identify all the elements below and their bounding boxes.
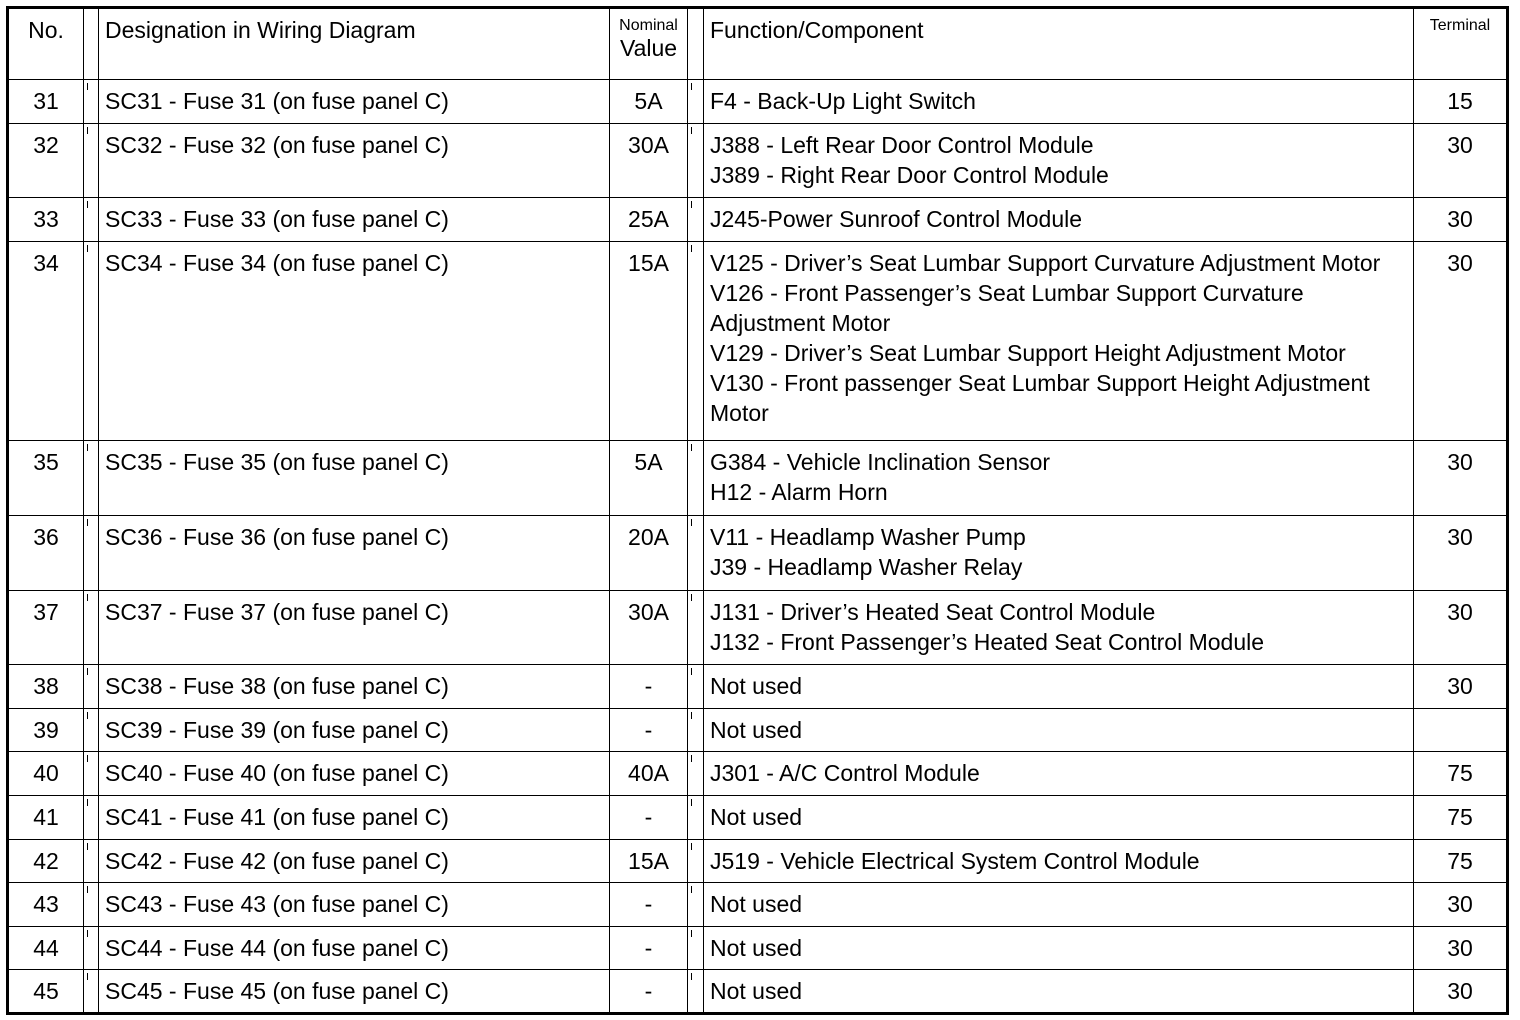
function-component bbox=[704, 970, 1414, 1014]
row-spacer bbox=[688, 752, 704, 796]
table-row bbox=[8, 198, 1508, 242]
row-spacer bbox=[688, 241, 704, 440]
fuse-number: 36 bbox=[8, 515, 84, 590]
header-nominal-value bbox=[610, 8, 688, 80]
nominal-value: 5A bbox=[610, 441, 688, 516]
nominal-value: - bbox=[610, 970, 688, 1014]
terminal: 30 bbox=[1414, 665, 1508, 709]
component-line: Not used bbox=[710, 673, 803, 700]
function-component bbox=[704, 752, 1414, 796]
nominal-value: - bbox=[610, 926, 688, 970]
spacer-tick bbox=[87, 519, 88, 526]
nominal-value: - bbox=[610, 796, 688, 840]
header-spacer bbox=[688, 8, 704, 80]
fuse-number: 34 bbox=[8, 241, 84, 440]
table-row bbox=[8, 883, 1508, 927]
spacer-tick bbox=[691, 930, 692, 937]
row-spacer bbox=[84, 123, 99, 198]
fuse-designation: SC31 - Fuse 31 (on fuse panel C) bbox=[99, 80, 610, 124]
header-no: No. bbox=[8, 8, 84, 80]
spacer-tick bbox=[691, 83, 692, 90]
table-row bbox=[8, 970, 1508, 1014]
terminal: 30 bbox=[1414, 883, 1508, 927]
fuse-table bbox=[6, 6, 1509, 1015]
terminal: 15 bbox=[1414, 80, 1508, 124]
function-component bbox=[704, 590, 1414, 665]
row-spacer bbox=[84, 796, 99, 840]
function-component bbox=[704, 441, 1414, 516]
spacer-tick bbox=[87, 127, 88, 134]
terminal: 30 bbox=[1414, 241, 1508, 440]
fuse-number: 42 bbox=[8, 839, 84, 883]
table-row bbox=[8, 926, 1508, 970]
fuse-number: 38 bbox=[8, 665, 84, 709]
fuse-designation: SC34 - Fuse 34 (on fuse panel C) bbox=[99, 241, 610, 440]
header-terminal bbox=[1414, 8, 1508, 80]
nominal-value: - bbox=[610, 665, 688, 709]
spacer-tick bbox=[87, 201, 88, 208]
fuse-designation: SC38 - Fuse 38 (on fuse panel C) bbox=[99, 665, 610, 709]
row-spacer bbox=[84, 198, 99, 242]
table-row bbox=[8, 80, 1508, 124]
table-row bbox=[8, 796, 1508, 840]
row-spacer bbox=[84, 590, 99, 665]
fuse-designation: SC41 - Fuse 41 (on fuse panel C) bbox=[99, 796, 610, 840]
terminal: 75 bbox=[1414, 839, 1508, 883]
row-spacer bbox=[84, 708, 99, 752]
table-row bbox=[8, 123, 1508, 198]
component-line: J388 - Left Rear Door Control Module bbox=[710, 131, 1094, 158]
terminal bbox=[1414, 708, 1508, 752]
terminal: 30 bbox=[1414, 123, 1508, 198]
fuse-number: 43 bbox=[8, 883, 84, 927]
spacer-tick bbox=[87, 594, 88, 601]
nominal-value: 5A bbox=[610, 80, 688, 124]
component-line: J132 - Front Passenger’s Heated Seat Control Module bbox=[710, 628, 1265, 655]
row-spacer bbox=[84, 752, 99, 796]
fuse-designation: SC39 - Fuse 39 (on fuse panel C) bbox=[99, 708, 610, 752]
spacer-tick bbox=[691, 201, 692, 208]
row-spacer bbox=[688, 441, 704, 516]
row-spacer bbox=[84, 515, 99, 590]
spacer-tick bbox=[87, 886, 88, 893]
nominal-value: 15A bbox=[610, 241, 688, 440]
spacer-tick bbox=[691, 799, 692, 806]
component-line: F4 - Back-Up Light Switch bbox=[710, 88, 976, 114]
row-spacer bbox=[688, 665, 704, 709]
table-row bbox=[8, 515, 1508, 590]
component-line: J519 - Vehicle Electrical System Control Module bbox=[710, 847, 1200, 874]
spacer-tick bbox=[691, 444, 692, 451]
function-component bbox=[704, 708, 1414, 752]
fuse-designation: SC32 - Fuse 32 (on fuse panel C) bbox=[99, 123, 610, 198]
row-spacer bbox=[84, 970, 99, 1014]
row-spacer bbox=[688, 123, 704, 198]
terminal: 30 bbox=[1414, 926, 1508, 970]
fuse-number: 41 bbox=[8, 796, 84, 840]
row-spacer bbox=[688, 198, 704, 242]
nominal-value: - bbox=[610, 708, 688, 752]
header-function: Function/Component bbox=[704, 8, 1414, 80]
row-spacer bbox=[688, 515, 704, 590]
fuse-number: 40 bbox=[8, 752, 84, 796]
nominal-value: 20A bbox=[610, 515, 688, 590]
header-value-label: Value bbox=[619, 35, 678, 61]
fuse-designation: SC36 - Fuse 36 (on fuse panel C) bbox=[99, 515, 610, 590]
row-spacer bbox=[688, 708, 704, 752]
spacer-tick bbox=[87, 973, 88, 980]
function-component bbox=[704, 80, 1414, 124]
fuse-designation: SC33 - Fuse 33 (on fuse panel C) bbox=[99, 198, 610, 242]
fuse-designation: SC42 - Fuse 42 (on fuse panel C) bbox=[99, 839, 610, 883]
spacer-tick bbox=[691, 973, 692, 980]
table-row bbox=[8, 839, 1508, 883]
spacer-tick bbox=[87, 843, 88, 850]
component-line: J301 - A/C Control Module bbox=[710, 760, 980, 787]
row-spacer bbox=[84, 883, 99, 927]
header-spacer bbox=[84, 8, 99, 80]
table-row bbox=[8, 590, 1508, 665]
spacer-tick bbox=[691, 668, 692, 675]
header-designation: Designation in Wiring Diagram bbox=[99, 8, 610, 80]
spacer-tick bbox=[87, 755, 88, 762]
row-spacer bbox=[688, 590, 704, 665]
nominal-value: 30A bbox=[610, 590, 688, 665]
fuse-designation: SC35 - Fuse 35 (on fuse panel C) bbox=[99, 441, 610, 516]
component-line: G384 - Vehicle Inclination Sensor bbox=[710, 449, 1051, 476]
component-line: Not used bbox=[710, 978, 803, 1005]
fuse-number: 45 bbox=[8, 970, 84, 1014]
component-line: J39 - Headlamp Washer Relay bbox=[710, 553, 1023, 580]
spacer-tick bbox=[87, 712, 88, 719]
row-spacer bbox=[688, 883, 704, 927]
component-line: V11 - Headlamp Washer Pump bbox=[710, 523, 1026, 550]
function-component bbox=[704, 839, 1414, 883]
nominal-value: 25A bbox=[610, 198, 688, 242]
component-line: V126 - Front Passenger’s Seat Lumbar Support Curvature Adjustment Motor bbox=[710, 279, 1304, 336]
row-spacer bbox=[688, 970, 704, 1014]
spacer-tick bbox=[87, 930, 88, 937]
terminal: 30 bbox=[1414, 441, 1508, 516]
function-component bbox=[704, 883, 1414, 927]
component-line: J245-Power Sunroof Control Module bbox=[710, 206, 1083, 233]
fuse-designation: SC45 - Fuse 45 (on fuse panel C) bbox=[99, 970, 610, 1014]
spacer-tick bbox=[691, 127, 692, 134]
table-row bbox=[8, 752, 1508, 796]
table-body bbox=[8, 80, 1508, 1014]
terminal: 75 bbox=[1414, 796, 1508, 840]
row-spacer bbox=[84, 241, 99, 440]
spacer-tick bbox=[691, 594, 692, 601]
fuse-designation: SC37 - Fuse 37 (on fuse panel C) bbox=[99, 590, 610, 665]
table-header bbox=[8, 8, 1508, 80]
row-spacer bbox=[84, 926, 99, 970]
component-line: Not used bbox=[710, 891, 803, 918]
nominal-value: - bbox=[610, 883, 688, 927]
fuse-number: 37 bbox=[8, 590, 84, 665]
row-spacer bbox=[84, 441, 99, 516]
terminal: 30 bbox=[1414, 198, 1508, 242]
row-spacer bbox=[84, 80, 99, 124]
spacer-tick bbox=[691, 519, 692, 526]
row-spacer bbox=[84, 665, 99, 709]
fuse-designation: SC40 - Fuse 40 (on fuse panel C) bbox=[99, 752, 610, 796]
function-component bbox=[704, 926, 1414, 970]
terminal: 30 bbox=[1414, 970, 1508, 1014]
component-line: J131 - Driver’s Heated Seat Control Module bbox=[710, 598, 1156, 625]
component-line: V130 - Front passenger Seat Lumbar Support Height Adjustment Motor bbox=[710, 369, 1370, 426]
spacer-tick bbox=[87, 668, 88, 675]
fuse-number: 33 bbox=[8, 198, 84, 242]
spacer-tick bbox=[691, 712, 692, 719]
table-row bbox=[8, 708, 1508, 752]
nominal-value: 15A bbox=[610, 839, 688, 883]
row-spacer bbox=[688, 796, 704, 840]
terminal: 30 bbox=[1414, 590, 1508, 665]
fuse-number: 31 bbox=[8, 80, 84, 124]
function-component bbox=[704, 241, 1414, 440]
fuse-number: 35 bbox=[8, 441, 84, 516]
fuse-number: 39 bbox=[8, 708, 84, 752]
spacer-tick bbox=[691, 755, 692, 762]
component-line: Not used bbox=[710, 934, 803, 961]
fuse-number: 32 bbox=[8, 123, 84, 198]
spacer-tick bbox=[691, 245, 692, 252]
component-line: V129 - Driver’s Seat Lumbar Support Height Adjustment Motor bbox=[710, 339, 1346, 366]
row-spacer bbox=[688, 926, 704, 970]
component-line: Not used bbox=[710, 716, 803, 743]
header-terminal-label: Terminal bbox=[1429, 17, 1491, 34]
terminal: 30 bbox=[1414, 515, 1508, 590]
component-line: V125 - Driver’s Seat Lumbar Support Curvature Adjustment Motor bbox=[710, 249, 1381, 276]
fuse-number: 44 bbox=[8, 926, 84, 970]
fuse-designation: SC43 - Fuse 43 (on fuse panel C) bbox=[99, 883, 610, 927]
row-spacer bbox=[688, 839, 704, 883]
nominal-value: 30A bbox=[610, 123, 688, 198]
row-spacer bbox=[84, 839, 99, 883]
function-component bbox=[704, 515, 1414, 590]
nominal-value: 40A bbox=[610, 752, 688, 796]
spacer-tick bbox=[87, 799, 88, 806]
spacer-tick bbox=[691, 886, 692, 893]
spacer-tick bbox=[87, 83, 88, 90]
function-component bbox=[704, 123, 1414, 198]
table-row bbox=[8, 441, 1508, 516]
row-spacer bbox=[688, 80, 704, 124]
table-row bbox=[8, 665, 1508, 709]
function-component bbox=[704, 198, 1414, 242]
function-component bbox=[704, 665, 1414, 709]
component-line: H12 - Alarm Horn bbox=[710, 479, 888, 506]
component-line: J389 - Right Rear Door Control Module bbox=[710, 161, 1109, 188]
spacer-tick bbox=[87, 444, 88, 451]
component-line: Not used bbox=[710, 804, 803, 831]
fuse-designation: SC44 - Fuse 44 (on fuse panel C) bbox=[99, 926, 610, 970]
header-nominal-label: Nominal bbox=[619, 17, 678, 34]
spacer-tick bbox=[691, 843, 692, 850]
table-row bbox=[8, 241, 1508, 440]
function-component bbox=[704, 796, 1414, 840]
terminal: 75 bbox=[1414, 752, 1508, 796]
spacer-tick bbox=[87, 245, 88, 252]
